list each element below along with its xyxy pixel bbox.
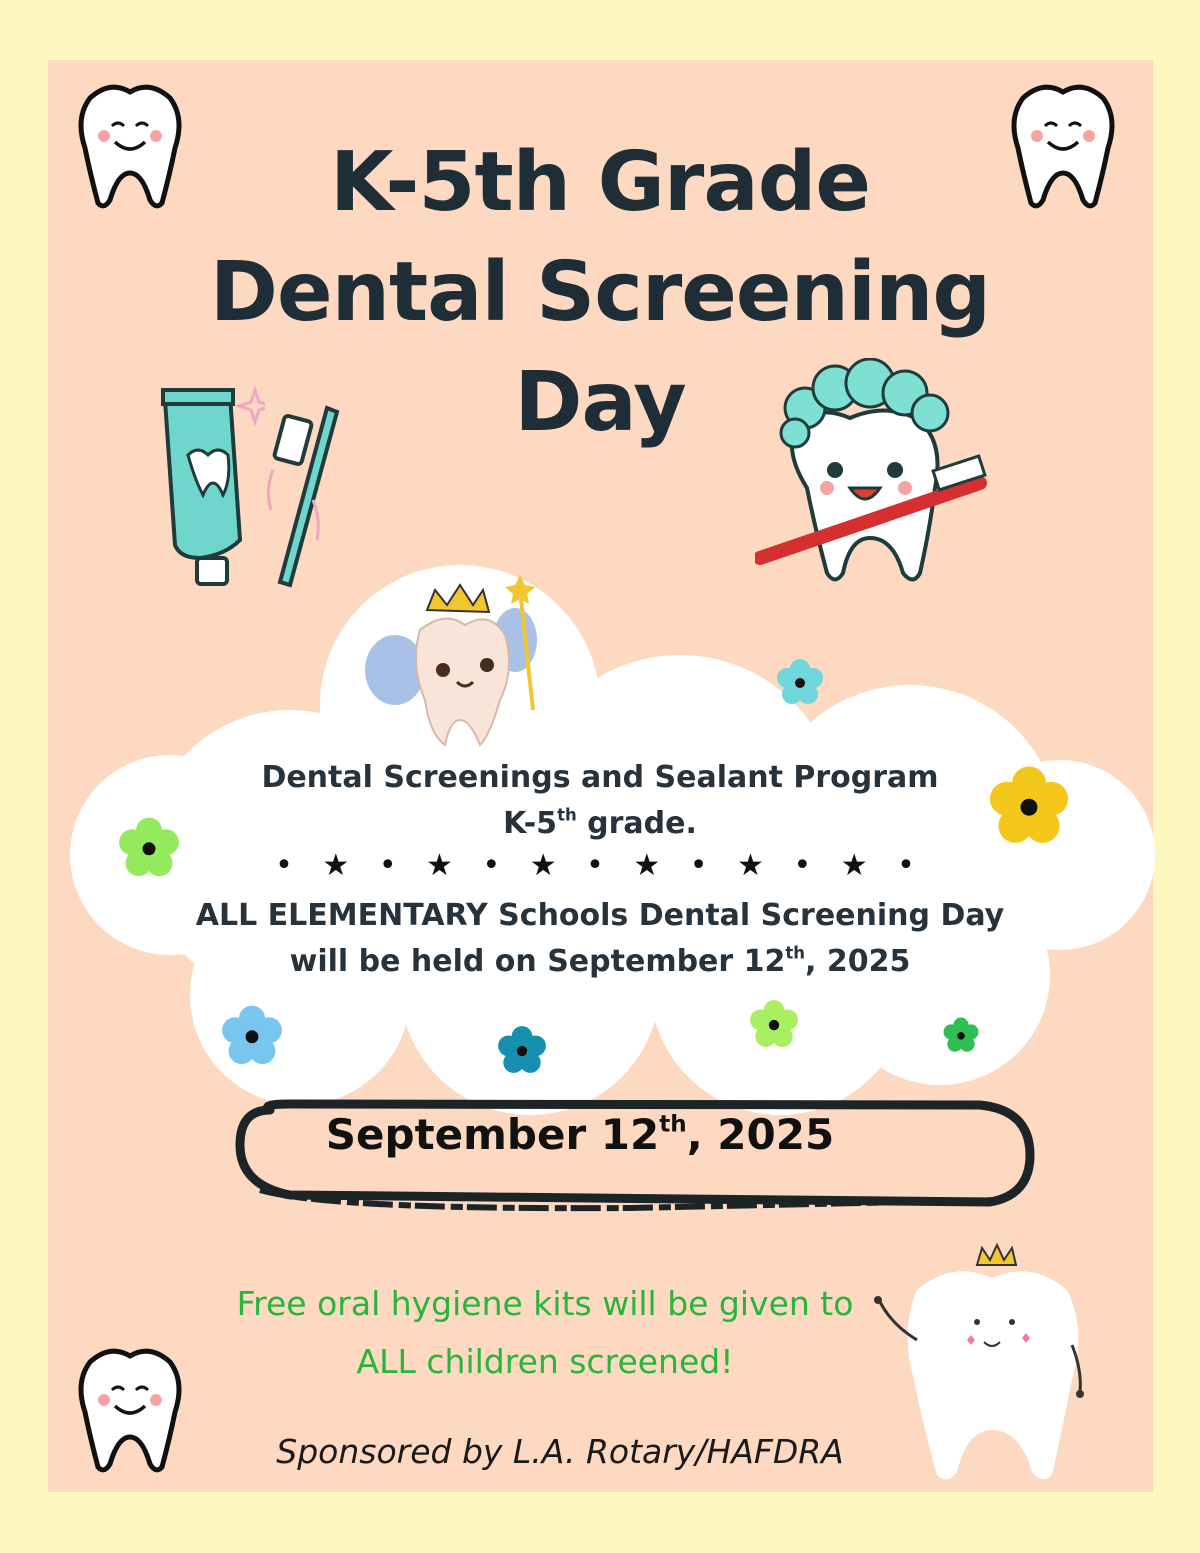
- star-divider: • ★ • ★ • ★ • ★ • ★ • ★ •: [275, 848, 925, 883]
- flower-icon: [218, 1003, 286, 1068]
- announcement-date-prefix: will be held on September 12: [289, 944, 786, 979]
- title-line-2: Dental Screening: [209, 245, 991, 340]
- tooth-fairy-icon: [365, 570, 540, 750]
- flower-icon: [775, 657, 825, 707]
- sponsor-text: Sponsored by L.A. Rotary/HAFDRA: [276, 1432, 844, 1471]
- event-date-superscript: th: [659, 1111, 687, 1138]
- announcement-date-suffix: , 2025: [805, 944, 911, 979]
- event-date-prefix: September 12: [325, 1110, 660, 1159]
- grade-prefix: K-5: [503, 806, 558, 841]
- page-title: [0, 128, 1200, 458]
- announcement-line-1: ALL ELEMENTARY Schools Dental Screening Day: [195, 898, 1005, 933]
- title-line-3: Day: [514, 355, 686, 450]
- hygiene-kits-line-2: ALL children screened!: [356, 1342, 734, 1381]
- flower-icon: [942, 1016, 980, 1054]
- announcement-line-2: [0, 939, 1200, 985]
- announcement-date-superscript: th: [785, 943, 806, 963]
- flower-icon: [748, 998, 800, 1050]
- grade-suffix: grade.: [576, 806, 697, 841]
- title-line-1: K-5th Grade: [329, 135, 871, 230]
- event-date: [230, 1110, 930, 1159]
- program-grade-line: [0, 801, 1200, 847]
- flower-icon: [496, 1024, 548, 1076]
- program-heading: Dental Screenings and Sealant Program: [261, 760, 939, 795]
- event-date-suffix: , 2025: [686, 1110, 835, 1159]
- grade-superscript: th: [557, 805, 577, 825]
- hygiene-kits-line-1: Free oral hygiene kits will be given to: [236, 1284, 854, 1323]
